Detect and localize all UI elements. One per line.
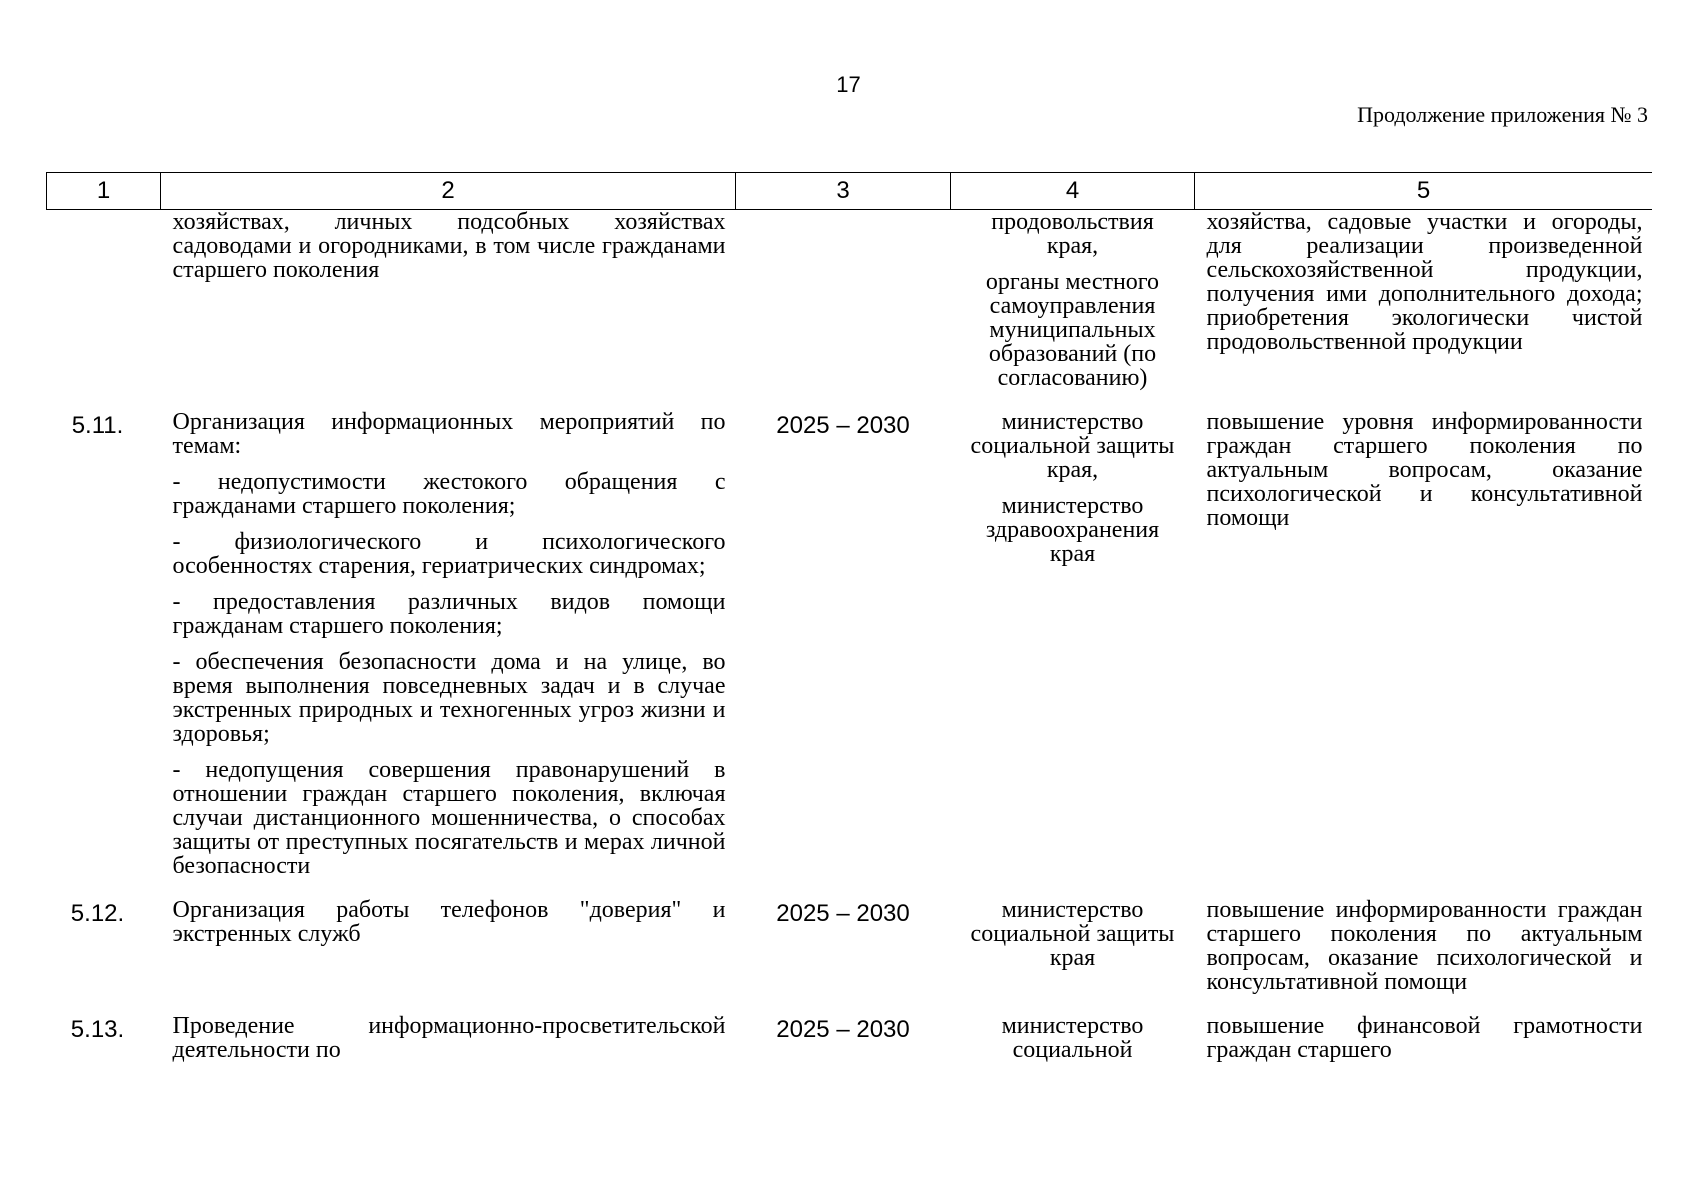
row-number: 5.11. [71,412,124,439]
activity-text: - обеспечения безопасности дома и на улице, во время выполнения повседневных задач и в случае экстренных природных и техногенных угроз жизни и здоровья; [172,649,726,747]
activity-cell [161,888,736,1004]
executor-text: министерство социальной [1001,1013,1144,1063]
activity-text: - недопустимости жестокого обращения с гражданами старшего поколения; [172,469,726,519]
activity-text: хозяйствах, личных подсобных хозяйствах садоводами и огородниками, в том числе гражданами старшего поколения [172,209,726,283]
activity-text: - недопущения совершения правонарушений в отношении граждан старшего поколения, включая случаи дистанционного мошенничества, о способах защиты от преступных посягательств и мерах личной безопасности [172,757,726,879]
table-header-row [47,173,1653,210]
result-cell [1195,1004,1653,1072]
page-number: 17 [836,72,861,97]
executor-text: министерство социальной защиты края [970,897,1175,971]
executor-text: продовольствия края, [991,209,1154,259]
result-text: повышение уровня информированности граждан старшего поколения по актуальным вопросам, оказание психологической и консультативной помощи [1206,409,1643,531]
column-header: 4 [951,173,1195,210]
result-text: повышение информированности граждан старшего поколения по актуальным вопросам, оказание психологической и консультативной помощи [1206,897,1643,995]
result-cell [1195,400,1653,888]
period-cell [736,210,951,401]
executors-cell [951,210,1195,401]
measures-table-container [46,172,1652,1200]
activity-cell [161,400,736,888]
activity-cell [161,210,736,401]
result-text: повышение финансовой грамотности граждан старшего [1206,1013,1643,1063]
column-header: 1 [47,173,161,210]
executor-text: министерство социальной защиты края, [970,409,1175,483]
column-header: 3 [736,173,951,210]
row-number: 5.13. [70,1016,125,1043]
appendix-continuation-note: Продолжение приложения № 3 [1357,102,1648,127]
activity-text: - предоставления различных видов помощи гражданам старшего поколения; [172,589,726,639]
period-cell: 2025 – 2030 [776,412,910,439]
executor-text: органы местного самоуправления муниципальных образований (по согласованию) [985,269,1160,391]
activity-text: Организация информационных мероприятий по темам: [172,409,726,459]
table-row [47,888,1653,1004]
activity-text: - физиологического и психологического особенностях старения, гериатрических синдромах; [172,529,726,579]
column-header: 2 [161,173,736,210]
activity-text: Проведение информационно-просветительской деятельности по [172,1013,726,1063]
executor-text: министерство здравоохранения края [985,493,1160,567]
executors-cell [951,1004,1195,1072]
table-row [47,1004,1653,1072]
activity-text: Организация работы телефонов "доверия" и экстренных служб [172,897,726,947]
result-cell [1195,210,1653,401]
table-row [47,400,1653,888]
executors-cell [951,888,1195,1004]
table-row [47,210,1653,401]
measures-table [46,172,1652,1072]
result-cell [1195,888,1653,1004]
activity-cell [161,1004,736,1072]
column-header: 5 [1195,173,1653,210]
executors-cell [951,400,1195,888]
row-number: 5.12. [70,900,125,927]
period-cell: 2025 – 2030 [776,900,910,927]
row-number [47,210,161,401]
period-cell: 2025 – 2030 [776,1016,910,1043]
result-text: хозяйства, садовые участки и огороды, для реализации произведенной сельскохозяйственной продукции, получения ими дополнительного дохода; приобретения экологически чистой продовольственной продукции [1206,209,1643,355]
